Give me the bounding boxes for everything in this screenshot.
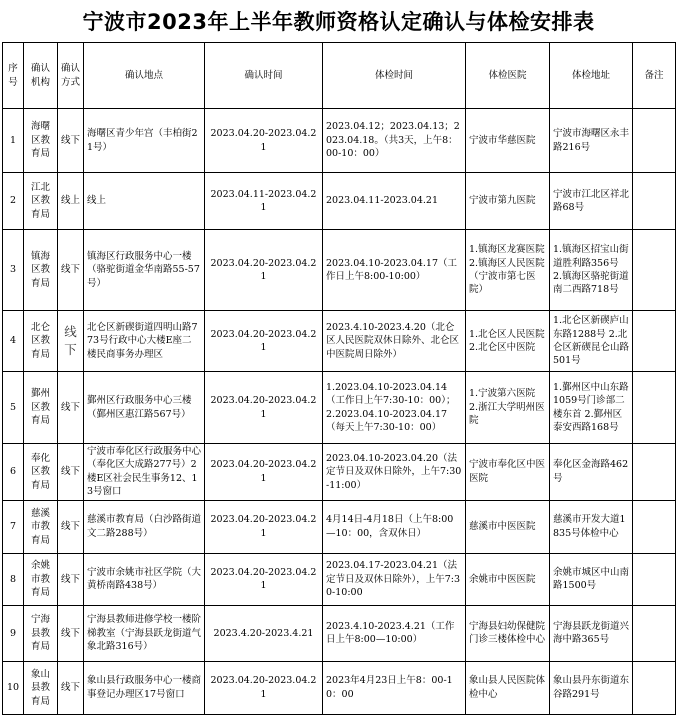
cell-mode: 线下 — [58, 661, 84, 714]
cell-hospital: 宁海县妇幼保健院门诊三楼体检中心 — [466, 605, 550, 661]
cell-address: 宁波市海曙区永丰路216号 — [550, 109, 633, 173]
cell-address: 余姚市城区中山南路1500号 — [550, 553, 633, 605]
header-hospital: 体检医院 — [466, 43, 550, 109]
cell-mode: 线下 — [58, 605, 84, 661]
cell-no: 3 — [3, 230, 24, 311]
cell-hospital: 1.宁波第六医院 2.浙江大学明州医院 — [466, 372, 550, 444]
cell-mode: 线下 — [58, 109, 84, 173]
cell-place: 象山县行政服务中心一楼商事登记办理区17号窗口 — [84, 661, 205, 714]
cell-no: 4 — [3, 311, 24, 372]
cell-exam-time: 2023.04.17-2023.04.21（法定节日及双休日除外），上午7:30-10:00 — [323, 553, 466, 605]
cell-exam-time: 2023.4.10-2023.4.21（工作日上午8:00—10:00） — [323, 605, 466, 661]
cell-mode: 线下 — [58, 500, 84, 553]
cell-hospital: 象山县人民医院体检中心 — [466, 661, 550, 714]
cell-place: 北仑区新碶街道四明山路773号行政中心大楼E座二楼民商事务办理区 — [84, 311, 205, 372]
cell-hospital: 1.镇海区龙赛医院 2.镇海区人民医院（宁波市第七医院） — [466, 230, 550, 311]
cell-note — [633, 553, 676, 605]
cell-note — [633, 444, 676, 501]
table-row — [3, 109, 676, 173]
table-row — [3, 311, 676, 372]
cell-exam-time: 2023.04.12；2023.04.13；2023.04.18。（共3天，上午8：00-10：00） — [323, 109, 466, 173]
cell-note — [633, 500, 676, 553]
schedule-table — [2, 42, 676, 715]
cell-address: 1.北仑区新碶庐山东路1288号 2.北仑区新碶昆仑山路501号 — [550, 311, 633, 372]
cell-org: 慈溪市教育局 — [24, 500, 58, 553]
cell-org: 江北区教育局 — [24, 173, 58, 230]
cell-place: 宁波市奉化区行政服务中心（奉化区大成路277号）2楼E区社会民生事务12、13号窗口 — [84, 444, 205, 501]
cell-no: 2 — [3, 173, 24, 230]
header-org: 确认机构 — [24, 43, 58, 109]
cell-confirm-time: 2023.04.20-2023.04.21 — [205, 444, 323, 501]
cell-place: 宁海县教师进修学校一楼阶梯教室（宁海县跃龙街道气象北路316号） — [84, 605, 205, 661]
cell-mode: 线下 — [58, 444, 84, 501]
table-row — [3, 605, 676, 661]
cell-org: 宁海县教育局 — [24, 605, 58, 661]
cell-hospital: 余姚市中医医院 — [466, 553, 550, 605]
header-address: 体检地址 — [550, 43, 633, 109]
table-row — [3, 500, 676, 553]
header-place: 确认地点 — [84, 43, 205, 109]
cell-note — [633, 173, 676, 230]
cell-note — [633, 605, 676, 661]
header-mode: 确认方式 — [58, 43, 84, 109]
cell-confirm-time: 2023.04.20-2023.04.21 — [205, 311, 323, 372]
cell-org: 海曙区教育局 — [24, 109, 58, 173]
cell-org: 余姚市教育局 — [24, 553, 58, 605]
cell-exam-time: 2023.04.10-2023.04.20（法定节日及双休日除外，上午7:30-11:00） — [323, 444, 466, 501]
cell-mode: 线下 — [58, 372, 84, 444]
header-note: 备注 — [633, 43, 676, 109]
header-row — [3, 43, 676, 109]
cell-no: 1 — [3, 109, 24, 173]
cell-place: 线上 — [84, 173, 205, 230]
cell-confirm-time: 2023.04.20-2023.04.21 — [205, 372, 323, 444]
table-row — [3, 230, 676, 311]
cell-no: 8 — [3, 553, 24, 605]
cell-confirm-time: 2023.4.20-2023.4.21 — [205, 605, 323, 661]
cell-mode: 线下 — [58, 311, 84, 372]
cell-place: 海曙区青少年宫（丰柏街21号） — [84, 109, 205, 173]
table-row — [3, 553, 676, 605]
cell-address: 1.鄞州区中山东路1059号门诊部二楼东首 2.鄞州区泰安西路168号 — [550, 372, 633, 444]
cell-note — [633, 109, 676, 173]
cell-hospital: 宁波市华慈医院 — [466, 109, 550, 173]
page-title: 宁波市2023年上半年教师资格认定确认与体检安排表 — [82, 10, 595, 34]
cell-org: 鄞州区教育局 — [24, 372, 58, 444]
cell-address: 1.镇海区招宝山街道胜利路356号 2.镇海区骆驼街道南二西路718号 — [550, 230, 633, 311]
cell-address: 象山县丹东街道东谷路291号 — [550, 661, 633, 714]
header-confirm-time: 确认时间 — [205, 43, 323, 109]
cell-exam-time: 2023.04.11-2023.04.21 — [323, 173, 466, 230]
cell-hospital: 1.北仑区人民医院 2.北仑区中医院 — [466, 311, 550, 372]
header-no: 序号 — [3, 43, 24, 109]
cell-mode: 线下 — [58, 230, 84, 311]
cell-exam-time: 2023.04.10-2023.04.17（工作日上午8:00-10:00） — [323, 230, 466, 311]
cell-confirm-time: 2023.04.20-2023.04.21 — [205, 553, 323, 605]
cell-exam-time: 2023.4.10-2023.4.20（北仑区人民医院双休日除外、北仑区中医院周日除外） — [323, 311, 466, 372]
cell-no: 9 — [3, 605, 24, 661]
cell-note — [633, 311, 676, 372]
cell-place: 镇海区行政服务中心一楼（骆驼街道金华南路55-57号） — [84, 230, 205, 311]
cell-mode: 线下 — [58, 553, 84, 605]
table-row — [3, 661, 676, 714]
cell-place: 慈溪市教育局（白沙路街道文二路288号） — [84, 500, 205, 553]
table-row — [3, 444, 676, 501]
cell-address: 宁海县跃龙街道兴海中路365号 — [550, 605, 633, 661]
cell-org: 北仑区教育局 — [24, 311, 58, 372]
cell-org: 镇海区教育局 — [24, 230, 58, 311]
cell-no: 7 — [3, 500, 24, 553]
cell-org: 奉化区教育局 — [24, 444, 58, 501]
cell-confirm-time: 2023.04.11-2023.04.21 — [205, 173, 323, 230]
cell-no: 6 — [3, 444, 24, 501]
cell-confirm-time: 2023.04.20-2023.04.21 — [205, 500, 323, 553]
cell-hospital: 宁波市奉化区中医医院 — [466, 444, 550, 501]
cell-exam-time: 4月14日-4月18日（上午8:00—10：00，含双休日） — [323, 500, 466, 553]
cell-note — [633, 661, 676, 714]
header-exam-time: 体检时间 — [323, 43, 466, 109]
cell-confirm-time: 2023.04.20-2023.04.21 — [205, 109, 323, 173]
table-row — [3, 173, 676, 230]
cell-place: 鄞州区行政服务中心三楼（鄞州区惠江路567号） — [84, 372, 205, 444]
cell-note — [633, 230, 676, 311]
table-row — [3, 372, 676, 444]
cell-confirm-time: 2023.04.20-2023.04.21 — [205, 661, 323, 714]
cell-address: 慈溪市开发大道1835号体检中心 — [550, 500, 633, 553]
cell-no: 5 — [3, 372, 24, 444]
cell-exam-time: 1.2023.04.10-2023.04.14（工作日上午7:30-10：00）；2.2023.04.10-2023.04.17（每天上午7:30-10：00） — [323, 372, 466, 444]
cell-org: 象山县教育局 — [24, 661, 58, 714]
cell-address: 宁波市江北区祥北路68号 — [550, 173, 633, 230]
cell-hospital: 慈溪市中医医院 — [466, 500, 550, 553]
cell-address: 奉化区金海路462号 — [550, 444, 633, 501]
cell-mode: 线上 — [58, 173, 84, 230]
cell-exam-time: 2023年4月23日上午8：00-10：00 — [323, 661, 466, 714]
cell-no: 10 — [3, 661, 24, 714]
cell-place: 宁波市余姚市社区学院（大黄桥南路438号） — [84, 553, 205, 605]
cell-hospital: 宁波市第九医院 — [466, 173, 550, 230]
cell-confirm-time: 2023.04.20-2023.04.21 — [205, 230, 323, 311]
cell-note — [633, 372, 676, 444]
